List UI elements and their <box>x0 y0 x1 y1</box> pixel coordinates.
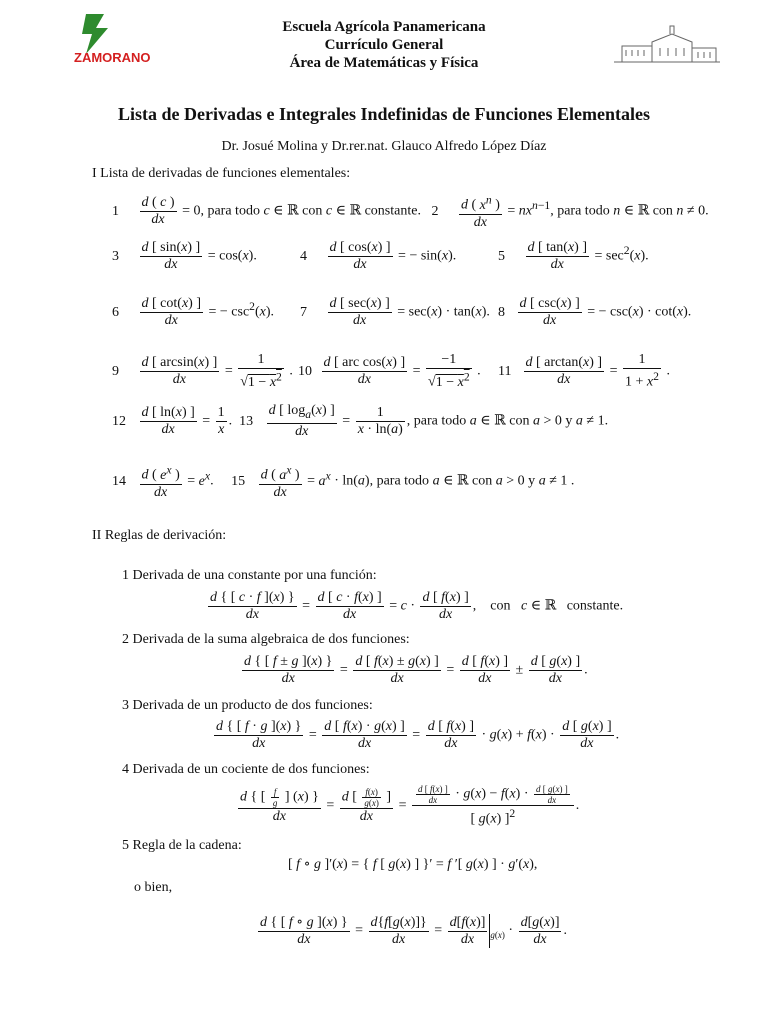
derivative-6: 6 $\frac{d [ \cot(x) ]}{dx}$ = − $\csc^2(x)$. <box>112 296 275 328</box>
rule-1-formula: $\frac{d \{ [ c \cdot f ](x) \}}{dx}$ = $\frac{d [ c \cdot f(x) ]}{dx}$ = c · $\frac{d [ f(x) ]}{dx}$ , con c ∈ ℝ constante. <box>210 590 624 622</box>
derivative-14-15: 14 $\frac{d ( e^x )}{dx}$ = $e^x$. 15 $\frac{d ( a^x )}{dx}$ = $a^x \cdot \ln(a)$, para todo a ∈ ℝ con a > 0 y a ≠ 1 . <box>112 463 575 500</box>
institution-header <box>0 18 768 72</box>
svg-text:ZAMORANO: ZAMORANO <box>74 50 151 65</box>
derivative-9: 9 $\frac{d [ \arcsin(x) ]}{dx}$ = $\frac{1}{√1 - x^2}$ . <box>112 352 293 390</box>
derivative-1-2: 1 $\frac{d ( c )}{dx}$ = 0, para todo c ∈ ℝ con c ∈ ℝ constante. 2 $\frac{d ( x^n )}{dx}$ = $nx^{n-1}$, para todo n ∈ ℝ con n ≠ 0. <box>112 193 709 230</box>
derivative-10: 10 $\frac{\text{d [ arc cos(x) ]}}{dx}$ = $\frac{-1}{√1 - x^2}$ . <box>298 352 481 390</box>
o-bien-text: o bien, <box>134 880 173 895</box>
rule-4-formula: d { [ $\frac{f}{g}$ ] (x) } dx = d [ $\frac{f(x)}{g(x)}$ ] dx = $\frac{d [ f(x) ]}{dx}$ · g(x) − f(x) · $\frac{d [ g(x) ]}{dx}$ [ g(x) ]$^2$ . <box>240 784 580 827</box>
rule-5-alt-formula: $\frac{d \{ [ f \circ g ](x) \}}{dx}$ = $\frac{d\{f[g(x)]\}}{dx}$ = $\frac{d[f(x)]}{dx}$ $_{g(x)}$ · $\frac{d[g(x)]}{dx}$ . <box>260 914 567 947</box>
rule-2-heading: 2 Derivada de la suma algebraica de dos funciones: <box>122 632 410 647</box>
derivative-3: 3 $\frac{d [ \sin(x) ]}{dx}$ = cos(x). <box>112 240 257 272</box>
rule-2-formula: $\frac{d \{ [ f \pm g ](x) \}}{dx}$ = $\frac{d [ f(x) \pm g(x) ]}{dx}$ = $\frac{d [ f(x) ]}{dx}$ ± $\frac{d [ g(x) ]}{dx}$ . <box>244 654 588 686</box>
rule-1-heading: 1 Derivada de una constante por una función: <box>122 568 377 583</box>
rule-5-formula: [ f ∘ g ]′(x) = { f [ g(x) ] }′ = f ′[ g(x) ] · g′(x), <box>288 857 538 872</box>
rule-3-heading: 3 Derivada de un producto de dos funciones: <box>122 698 373 713</box>
section-1-heading: I Lista de derivadas de funciones elementales: <box>92 166 351 181</box>
rule-4-heading: 4 Derivada de un cociente de dos funciones: <box>122 762 370 777</box>
derivative-12-13: 12 $\frac{d [ \ln(x) ]}{dx}$ = $\frac{1}{x}$ . 13 $\frac{d [ \log_a(x) ]}{dx}$ = $\frac{1}{x \cdot \ln(a)}$ , para todo a ∈ ℝ con a > 0 y a ≠ 1. <box>112 403 609 439</box>
rule-5-heading: 5 Regla de la cadena: <box>122 838 242 853</box>
authors: Dr. Josué Molina y Dr.rer.nat. Glauco Alfredo López Díaz <box>221 139 547 154</box>
header-line-2: Currículo General <box>324 37 444 53</box>
derivative-5: 5 $\frac{d [ \tan(x) ]}{dx}$ = $\sec^2(x)$. <box>498 240 649 272</box>
header-line-3: Área de Matemáticas y Física <box>289 55 479 71</box>
derivative-8: 8 $\frac{d [ \csc(x) ]}{dx}$ = − csc(x) · cot(x). <box>498 296 692 328</box>
derivative-11: 11 $\frac{d [ \arctan(x) ]}{dx}$ = $\frac{1}{1 + x^2}$ . <box>498 352 670 390</box>
rule-3-formula: $\frac{d \{ [ f \cdot g ](x) \}}{dx}$ = $\frac{d [ f(x) \cdot g(x) ]}{dx}$ = $\frac{d [ f(x) ]}{dx}$ · g(x) + f(x) · $\frac{d [ g(x) ]}{dx}$ . <box>216 719 620 751</box>
page-title: Lista de Derivadas e Integrales Indefinidas de Funciones Elementales <box>117 104 650 124</box>
header-line-1: Escuela Agrícola Panamericana <box>282 19 486 35</box>
derivative-4: 4 $\frac{d [ \cos(x) ]}{dx}$ = − sin(x). <box>300 240 457 272</box>
section-2-heading: II Reglas de derivación: <box>92 528 227 543</box>
derivative-7: 7 $\frac{d [ \sec(x) ]}{dx}$ = sec(x) · tan(x). <box>300 296 490 328</box>
